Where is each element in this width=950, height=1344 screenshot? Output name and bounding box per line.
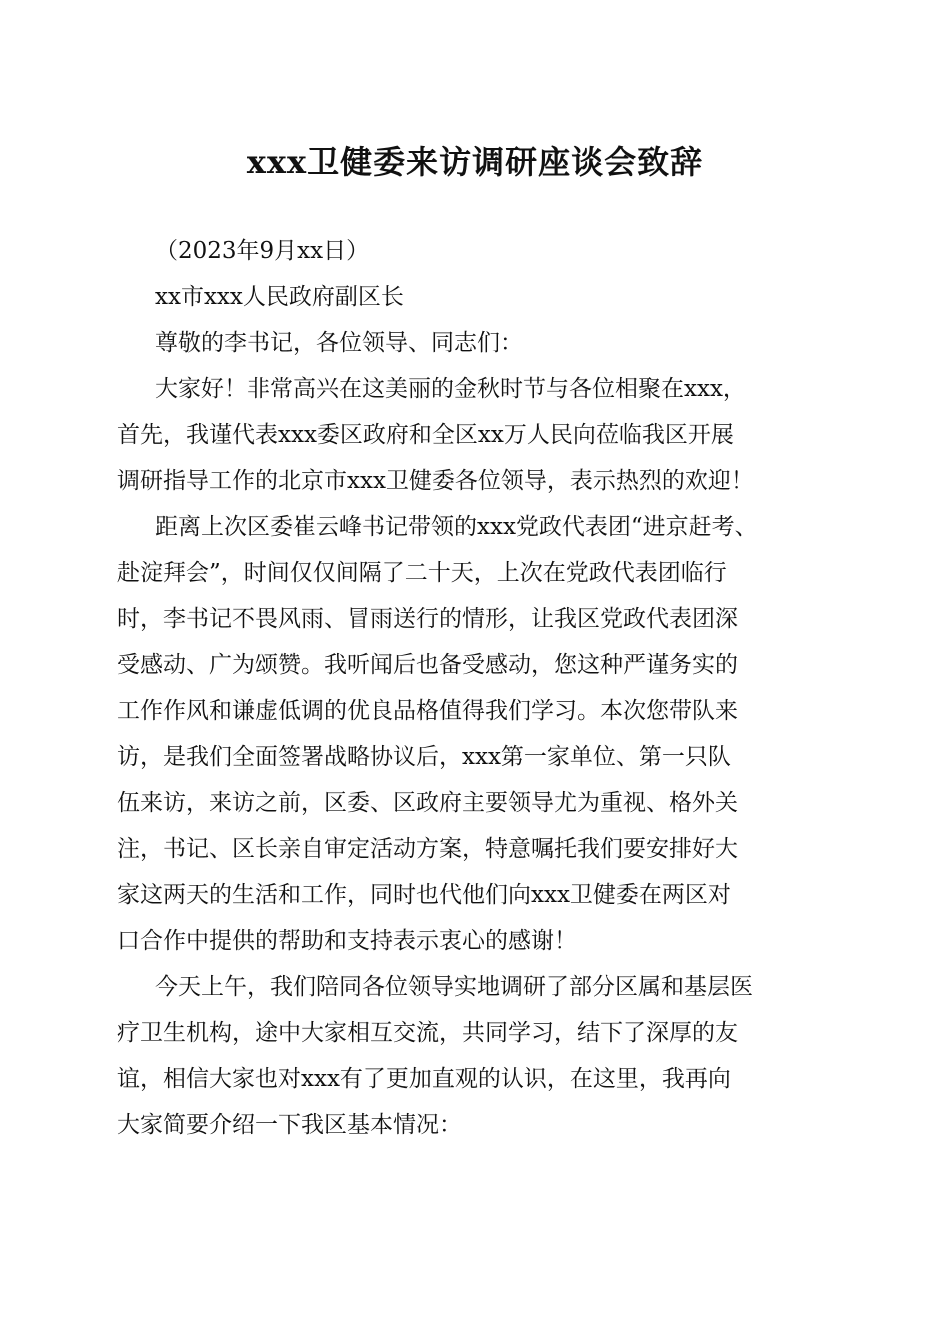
paragraph-3-line-2: 疗卫生机构，途中大家相互交流，共同学习，结下了深厚的友 — [117, 1020, 738, 1046]
paragraph-1-line-1: 大家好！非常高兴在这美丽的金秋时节与各位相聚在xxx， — [155, 376, 746, 402]
paragraph-2-line-3: 时，李书记不畏风雨、冒雨送行的情形，让我区党政代表团深 — [117, 606, 738, 632]
document-body — [117, 228, 833, 1148]
paragraph-1-line-2: 首先，我谨代表xxx委区政府和全区xx万人民向莅临我区开展 — [117, 422, 734, 448]
paragraph-2-line-4: 受感动、广为颂赞。我听闻后也备受感动，您这种严谨务实的 — [117, 652, 738, 678]
paragraph-2-line-2: 赴淀拜会”，时间仅仅间隔了二十天，上次在党政代表团临行 — [117, 560, 727, 586]
paragraph-2-line-10: 口合作中提供的帮助和支持表示衷心的感谢！ — [117, 928, 577, 954]
paragraph-2-line-6: 访，是我们全面签署战略协议后，xxx第一家单位、第一只队 — [117, 744, 731, 770]
document-title: xxx卫健委来访调研座谈会致辞 — [246, 143, 704, 181]
author-line: xx市xxx人民政府副区长 — [155, 284, 404, 310]
paragraph-2-line-5: 工作作风和谦虚低调的优良品格值得我们学习。本次您带队来 — [117, 698, 738, 724]
date-line: （2023年9月xx日） — [155, 238, 370, 264]
paragraph-2-line-1: 距离上次区委崔云峰书记带领的xxx党政代表团“进京赶考、 — [155, 514, 758, 540]
paragraph-3-line-1: 今天上午，我们陪同各位领导实地调研了部分区属和基层医 — [155, 974, 753, 1000]
paragraph-3-line-3: 谊，相信大家也对xxx有了更加直观的认识，在这里，我再向 — [117, 1066, 731, 1092]
paragraph-1-line-3: 调研指导工作的北京市xxx卫健委各位领导，表示热烈的欢迎！ — [117, 468, 754, 494]
document-page — [117, 0, 833, 1344]
paragraph-3-line-4: 大家简要介绍一下我区基本情况： — [117, 1112, 462, 1138]
paragraph-2-line-8: 注，书记、区长亲自审定活动方案，特意嘱托我们要安排好大 — [117, 836, 738, 862]
salutation-line: 尊敬的李书记，各位领导、同志们： — [155, 330, 523, 356]
paragraph-2-line-7: 伍来访，来访之前，区委、区政府主要领导尤为重视、格外关 — [117, 790, 738, 816]
paragraph-2-line-9: 家这两天的生活和工作，同时也代他们向xxx卫健委在两区对 — [117, 882, 731, 908]
